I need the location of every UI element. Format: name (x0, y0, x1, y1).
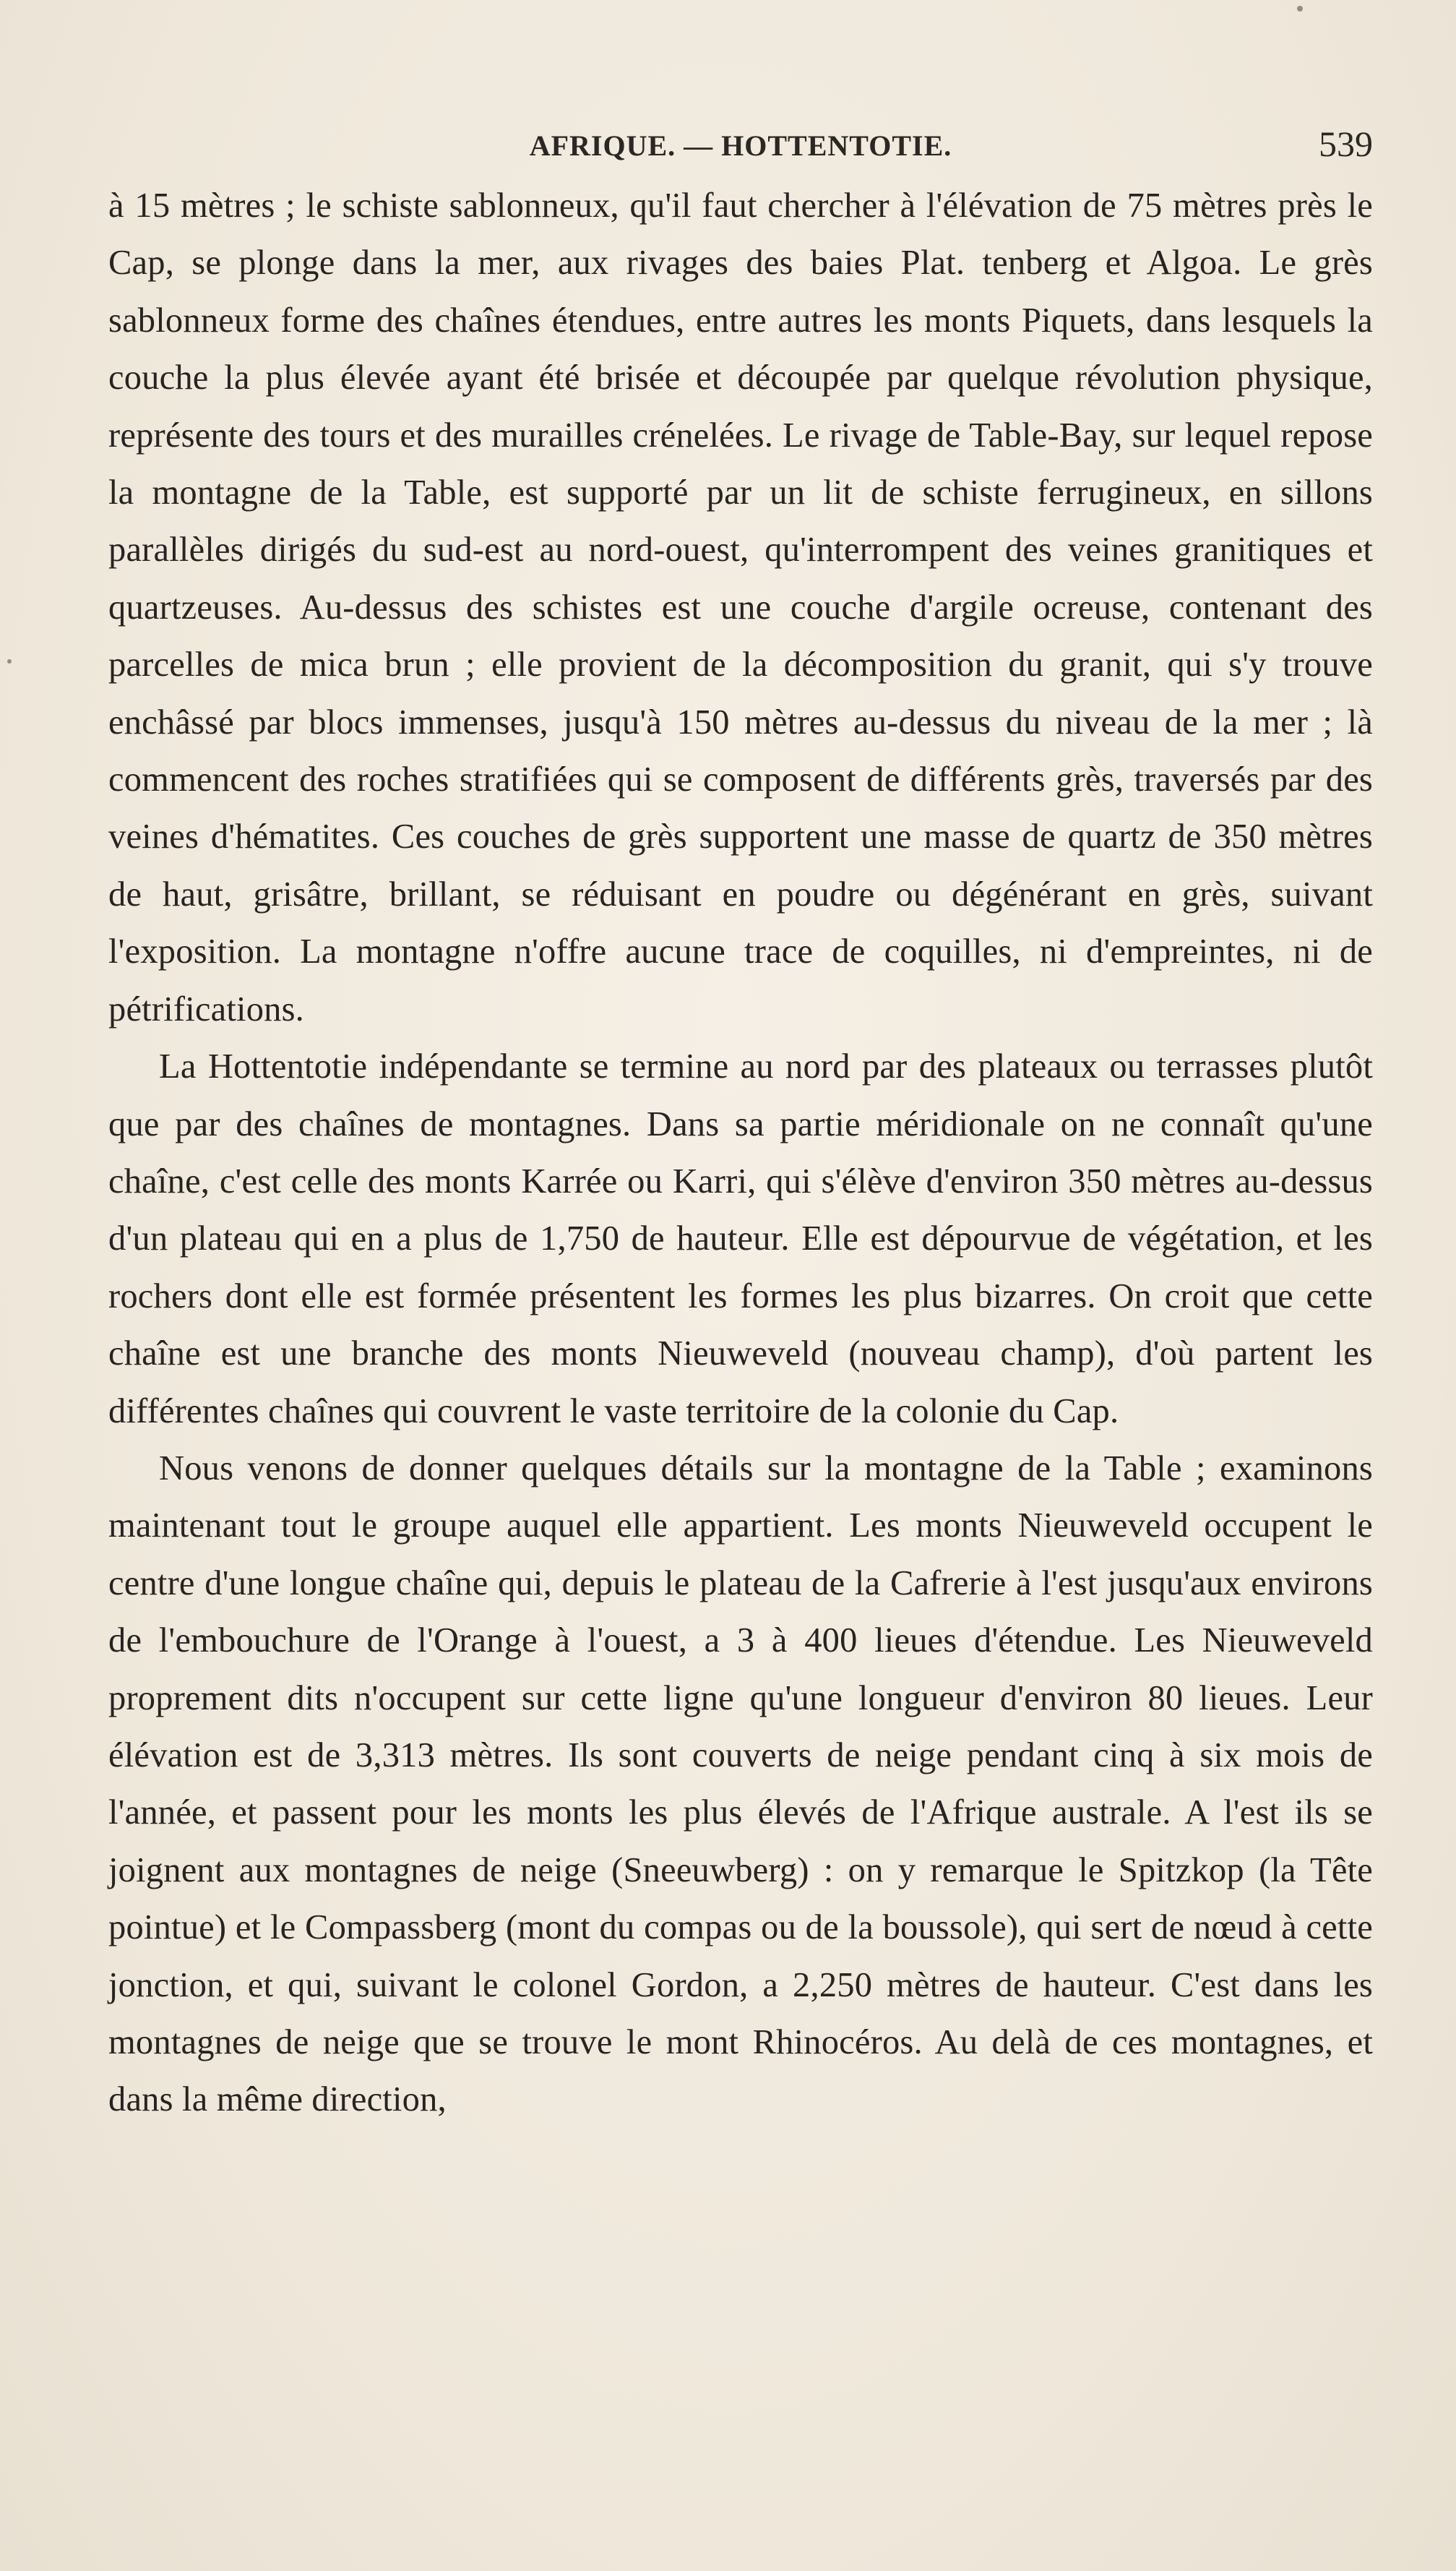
paragraph: La Hottentotie indépendante se termine au nord par des plateaux ou terrasses plutôt que par des chaînes de montagnes. Dans sa partie méridionale on ne connaît qu'une chaîne, c'est celle des monts Karrée ou Karri, qui s'élève d'environ 350 mètres au-dessus d'un plateau qui en a plus de 1,750 de hauteur. Elle est dépourvue de végétation, et les rochers dont elle est formée présentent les formes les plus bizarres. On croit que cette chaîne est une branche des monts Nieuweveld (nouveau champ), d'où partent les différentes chaînes qui couvrent le vaste territoire de la colonie du Cap. (108, 1047, 1373, 1430)
body-text (108, 177, 1373, 2129)
paragraph: à 15 mètres ; le schiste sablonneux, qu'il faut chercher à l'élévation de 75 mètres près le Cap, se plonge dans la mer, aux rivages des baies Plat. tenberg et Algoa. Le grès sablonneux forme des chaînes étendues, entre autres les monts Piquets, dans lesquels la couche la plus élevée ayant été brisée et découpée par quelque révolution physique, représente des tours et des murailles crénelées. Le rivage de Table-Bay, sur lequel repose la montagne de la Table, est supporté par un lit de schiste ferrugineux, en sillons parallèles dirigés du sud-est au nord-ouest, qu'interrompent des veines granitiques et quartzeuses. Au-dessus des schistes est une couche d'argile ocreuse, contenant des parcelles de mica brun ; elle provient de la décomposition du granit, qui s'y trouve enchâssé par blocs immenses, jusqu'à 150 mètres au-dessus du niveau de la mer ; là commencent des roches stratifiées qui se composent de différents grès, traversés par des veines d'hématites. Ces couches de grès supportent une masse de quartz de 350 mètres de haut, grisâtre, brillant, se réduisant en poudre ou dégénérant en grès, suivant l'exposition. La montagne n'offre aucune trace de coquilles, ni d'empreintes, ni de pétrifications. (108, 186, 1373, 1029)
margin-speck (1297, 6, 1303, 12)
paragraph: Nous venons de donner quelques détails sur la montagne de la Table ; examinons maintenant tout le groupe auquel elle appartient. Les monts Nieuweveld occupent le centre d'une longue chaîne qui, depuis le plateau de la Cafrerie à l'est jusqu'aux environs de l'embouchure de l'Orange à l'ouest, a 3 à 400 lieues d'étendue. Les Nieuweveld proprement dits n'occupent sur cette ligne qu'une longueur d'environ 80 lieues. Leur élévation est de 3,313 mètres. Ils sont couverts de neige pendant cinq à six mois de l'année, et passent pour les monts les plus élevés de l'Afrique australe. A l'est ils se joignent aux montagnes de neige (Sneeuwberg) : on y remarque le Spitzkop (la Tête pointue) et le Compassberg (mont du compas ou de la boussole), qui sert de nœud à cette jonction, et qui, suivant le colonel Gordon, a 2,250 mètres de hauteur. C'est dans les montagnes de neige que se trouve le mont Rhinocéros. Au delà de ces montagnes, et dans la même direction, (108, 1448, 1373, 2119)
page-header (108, 123, 1373, 166)
page-number: 539 (1319, 124, 1373, 164)
running-title: AFRIQUE. — HOTTENTOTIE. (529, 129, 952, 162)
margin-speck (7, 659, 12, 664)
